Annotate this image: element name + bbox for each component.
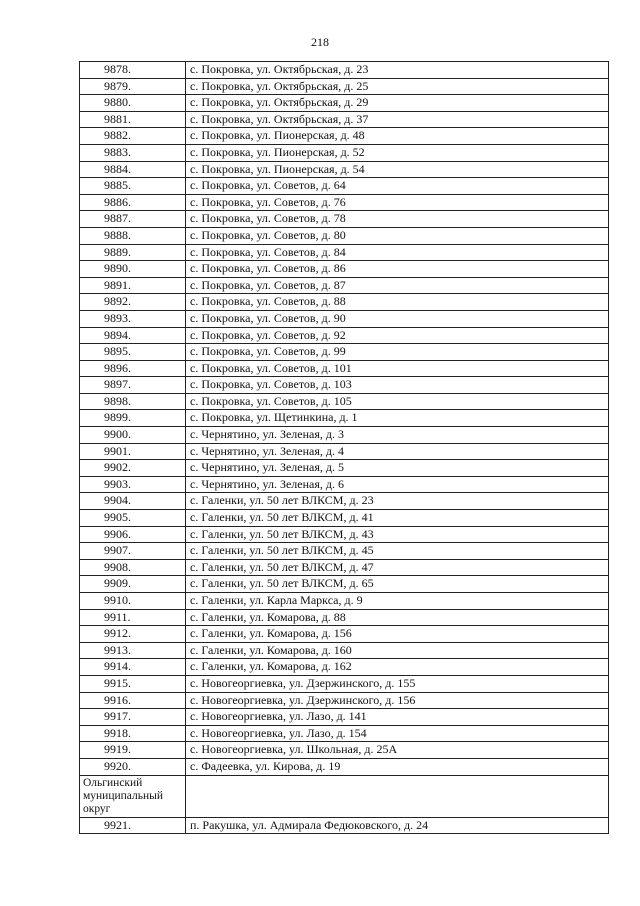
- row-number: 9880.: [80, 95, 186, 112]
- table-row: [80, 675, 609, 692]
- row-address: с. Покровка, ул. Советов, д. 90: [186, 310, 609, 327]
- table-row: [80, 709, 609, 726]
- section-name: Ольгинский муниципальный округ: [80, 775, 186, 817]
- table-row: [80, 344, 609, 361]
- row-number: 9909.: [80, 576, 186, 593]
- table-row: [80, 277, 609, 294]
- table-row: [80, 460, 609, 477]
- row-number: 9892.: [80, 294, 186, 311]
- row-address: с. Покровка, ул. Пионерская, д. 52: [186, 144, 609, 161]
- row-number: 9911.: [80, 609, 186, 626]
- row-address: с. Галенки, ул. Карла Маркса, д. 9: [186, 593, 609, 610]
- row-number: 9897.: [80, 377, 186, 394]
- row-address: с. Новогеоргиевка, ул. Дзержинского, д. 155: [186, 675, 609, 692]
- table-row: [80, 393, 609, 410]
- table-row: [80, 128, 609, 145]
- table-row: [80, 609, 609, 626]
- table-row: [80, 95, 609, 112]
- row-address: с. Галенки, ул. Комарова, д. 156: [186, 626, 609, 643]
- row-address: с. Покровка, ул. Советов, д. 80: [186, 227, 609, 244]
- row-address: с. Галенки, ул. 50 лет ВЛКСМ, д. 45: [186, 543, 609, 560]
- row-number: 9886.: [80, 194, 186, 211]
- table-row: [80, 410, 609, 427]
- row-number: 9905.: [80, 510, 186, 527]
- table-row: [80, 476, 609, 493]
- table-row: [80, 261, 609, 278]
- row-address: с. Чернятино, ул. Зеленая, д. 4: [186, 443, 609, 460]
- table-row: [80, 493, 609, 510]
- row-address: с. Фадеевка, ул. Кирова, д. 19: [186, 758, 609, 775]
- row-address: с. Чернятино, ул. Зеленая, д. 5: [186, 460, 609, 477]
- table-row: [80, 178, 609, 195]
- row-address: с. Покровка, ул. Октябрьская, д. 23: [186, 62, 609, 79]
- row-address: с. Покровка, ул. Пионерская, д. 54: [186, 161, 609, 178]
- row-number: 9882.: [80, 128, 186, 145]
- table-row: [80, 211, 609, 228]
- row-address: с. Новогеоргиевка, ул. Лазо, д. 141: [186, 709, 609, 726]
- row-address: с. Покровка, ул. Советов, д. 105: [186, 393, 609, 410]
- row-address: с. Покровка, ул. Советов, д. 86: [186, 261, 609, 278]
- row-number: 9883.: [80, 144, 186, 161]
- row-address: с. Покровка, ул. Советов, д. 99: [186, 344, 609, 361]
- row-number: 9910.: [80, 593, 186, 610]
- row-number: 9921.: [80, 817, 186, 834]
- page-number: 218: [311, 35, 329, 49]
- address-table: [79, 61, 609, 834]
- row-number: 9903.: [80, 476, 186, 493]
- row-address: с. Чернятино, ул. Зеленая, д. 3: [186, 427, 609, 444]
- table-row: [80, 692, 609, 709]
- table-row: [80, 111, 609, 128]
- table-row: [80, 817, 609, 834]
- table-row: [80, 758, 609, 775]
- row-address: с. Галенки, ул. 50 лет ВЛКСМ, д. 65: [186, 576, 609, 593]
- table-row: [80, 526, 609, 543]
- row-address: с. Галенки, ул. Комарова, д. 88: [186, 609, 609, 626]
- row-address: с. Покровка, ул. Советов, д. 64: [186, 178, 609, 195]
- row-number: 9917.: [80, 709, 186, 726]
- row-number: 9900.: [80, 427, 186, 444]
- row-address: с. Покровка, ул. Октябрьская, д. 37: [186, 111, 609, 128]
- row-number: 9899.: [80, 410, 186, 427]
- row-number: 9894.: [80, 327, 186, 344]
- row-number: 9904.: [80, 493, 186, 510]
- row-number: 9878.: [80, 62, 186, 79]
- table-row: [80, 725, 609, 742]
- section-row: [80, 775, 609, 817]
- table-row: [80, 510, 609, 527]
- address-table-body-bottom: [80, 817, 609, 834]
- table-row: [80, 427, 609, 444]
- row-address: с. Покровка, ул. Октябрьская, д. 29: [186, 95, 609, 112]
- row-number: 9918.: [80, 725, 186, 742]
- address-table-section: [80, 775, 609, 817]
- table-row: [80, 659, 609, 676]
- row-number: 9879.: [80, 78, 186, 95]
- table-row: [80, 62, 609, 79]
- table-row: [80, 194, 609, 211]
- row-number: 9915.: [80, 675, 186, 692]
- row-number: 9890.: [80, 261, 186, 278]
- row-number: 9893.: [80, 310, 186, 327]
- row-address: с. Покровка, ул. Октябрьская, д. 25: [186, 78, 609, 95]
- table-row: [80, 161, 609, 178]
- row-address: с. Галенки, ул. 50 лет ВЛКСМ, д. 47: [186, 559, 609, 576]
- row-address: п. Ракушка, ул. Адмирала Федюковского, д. 24: [186, 817, 609, 834]
- table-row: [80, 327, 609, 344]
- row-address: с. Новогеоргиевка, ул. Школьная, д. 25А: [186, 742, 609, 759]
- row-address: с. Покровка, ул. Советов, д. 92: [186, 327, 609, 344]
- table-row: [80, 543, 609, 560]
- row-address: с. Покровка, ул. Советов, д. 87: [186, 277, 609, 294]
- row-number: 9881.: [80, 111, 186, 128]
- row-number: 9895.: [80, 344, 186, 361]
- row-number: 9898.: [80, 393, 186, 410]
- row-number: 9906.: [80, 526, 186, 543]
- row-address: с. Покровка, ул. Советов, д. 101: [186, 360, 609, 377]
- row-address: с. Покровка, ул. Советов, д. 88: [186, 294, 609, 311]
- row-number: 9887.: [80, 211, 186, 228]
- row-number: 9885.: [80, 178, 186, 195]
- table-row: [80, 244, 609, 261]
- table-row: [80, 559, 609, 576]
- row-address: с. Галенки, ул. Комарова, д. 162: [186, 659, 609, 676]
- table-row: [80, 377, 609, 394]
- table-row: [80, 78, 609, 95]
- row-address: с. Чернятино, ул. Зеленая, д. 6: [186, 476, 609, 493]
- address-table-body-top: [80, 62, 609, 776]
- table-row: [80, 626, 609, 643]
- section-empty-cell: [186, 775, 609, 817]
- row-number: 9889.: [80, 244, 186, 261]
- row-number: 9913.: [80, 642, 186, 659]
- row-number: 9912.: [80, 626, 186, 643]
- table-row: [80, 742, 609, 759]
- row-address: с. Покровка, ул. Пионерская, д. 48: [186, 128, 609, 145]
- row-address: с. Галенки, ул. 50 лет ВЛКСМ, д. 41: [186, 510, 609, 527]
- row-number: 9901.: [80, 443, 186, 460]
- row-number: 9908.: [80, 559, 186, 576]
- row-number: 9902.: [80, 460, 186, 477]
- row-address: с. Галенки, ул. 50 лет ВЛКСМ, д. 23: [186, 493, 609, 510]
- row-number: 9914.: [80, 659, 186, 676]
- row-address: с. Галенки, ул. Комарова, д. 160: [186, 642, 609, 659]
- table-row: [80, 294, 609, 311]
- table-row: [80, 310, 609, 327]
- row-address: с. Новогеоргиевка, ул. Дзержинского, д. 156: [186, 692, 609, 709]
- row-address: с. Покровка, ул. Советов, д. 76: [186, 194, 609, 211]
- row-address: с. Покровка, ул. Советов, д. 103: [186, 377, 609, 394]
- row-number: 9896.: [80, 360, 186, 377]
- row-address: с. Покровка, ул. Щетинкина, д. 1: [186, 410, 609, 427]
- row-number: 9884.: [80, 161, 186, 178]
- table-row: [80, 227, 609, 244]
- row-number: 9920.: [80, 758, 186, 775]
- row-number: 9888.: [80, 227, 186, 244]
- table-row: [80, 360, 609, 377]
- row-number: 9916.: [80, 692, 186, 709]
- row-address: с. Новогеоргиевка, ул. Лазо, д. 154: [186, 725, 609, 742]
- table-row: [80, 576, 609, 593]
- table-row: [80, 144, 609, 161]
- table-row: [80, 642, 609, 659]
- row-address: с. Покровка, ул. Советов, д. 84: [186, 244, 609, 261]
- row-number: 9907.: [80, 543, 186, 560]
- row-address: с. Покровка, ул. Советов, д. 78: [186, 211, 609, 228]
- row-number: 9891.: [80, 277, 186, 294]
- row-number: 9919.: [80, 742, 186, 759]
- row-address: с. Галенки, ул. 50 лет ВЛКСМ, д. 43: [186, 526, 609, 543]
- table-row: [80, 443, 609, 460]
- table-row: [80, 593, 609, 610]
